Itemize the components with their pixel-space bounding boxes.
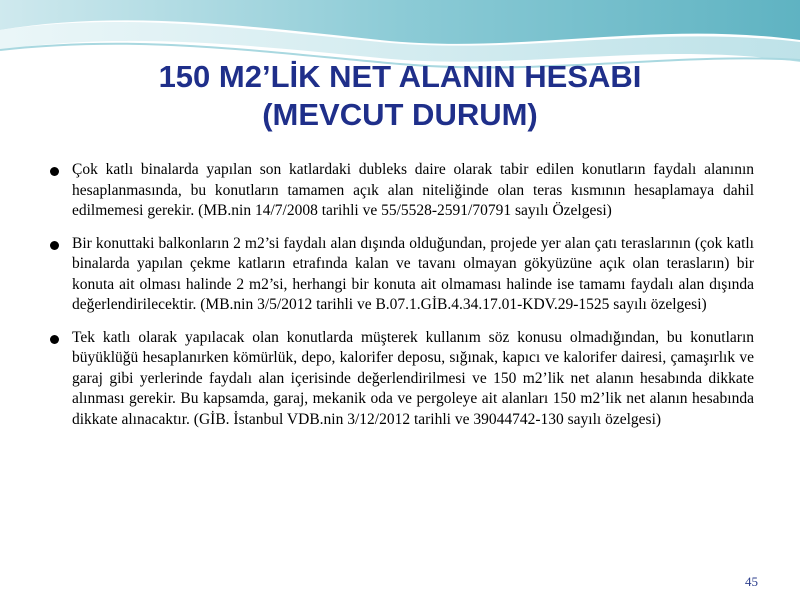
list-item xyxy=(42,234,754,316)
bullet-text: Bir konuttaki balkonların 2 m2’si faydalı alan dışında olduğundan, projede yer alan çatı teraslarının (çok katlı binalarda yapılan çekme katların etrafında kalan ve tavanı olmayan gökyüzüne açık olan terasların) bir konuta ait olması halinde 2 m2’si, herhangi bir konuta ait olmaması halinde ise tamamı faydalı alan dışında değerlendirilecektir. (MB.nin 3/5/2012 tarihli ve B.07.1.GİB.4.34.17.01-KDV.29-1525 sayılı özelgesi) xyxy=(72,234,754,313)
bullet-dot-icon xyxy=(50,241,59,250)
bullet-dot-icon xyxy=(50,167,59,176)
page-number: 45 xyxy=(745,574,758,589)
list-item xyxy=(42,328,754,431)
bullet-dot-icon xyxy=(50,335,59,344)
bullet-list xyxy=(42,160,754,442)
bullet-text: Çok katlı binalarda yapılan son katlardaki dubleks daire olarak tabir edilen konutların faydalı alanının hesaplanmasında, bu konutların tamamen açık alan niteliğinde olan teras kısmının hesaplamaya dahil edilmemesi gerekir. (MB.nin 14/7/2008 tarihli ve 55/5528-2591/70791 sayılı Özelgesi) xyxy=(72,161,754,219)
title-line-1: 150 M2’LİK NET ALANIN HESABI xyxy=(158,59,642,94)
bullet-text: Tek katlı olarak yapılacak olan konutlarda müşterek kullanım söz konusu olmadığından, bu konutların büyüklüğü hesaplanırken kömürlük, depo, kalorifer deposu, sığınak, kapıcı ve kalorifer dairesi, çamaşırlık ve garaj gibi yerlerinde faydalı alan içerisinde değerlendirilmesi ve 150 m2’lik net alanın hesabında dikkate alınması gerekir. Bu kapsamda, garaj, mekanik oda ve pergoleye ait alanları 150 m2’lik net alanın hesabında dikkate alınacaktır. (GİB. İstanbul VDB.nin 3/12/2012 tarihli ve 39044742-130 sayılı özelgesi) xyxy=(72,328,754,428)
slide-title xyxy=(60,58,740,134)
title-line-2: (MEVCUT DURUM) xyxy=(262,97,538,132)
list-item xyxy=(42,160,754,222)
